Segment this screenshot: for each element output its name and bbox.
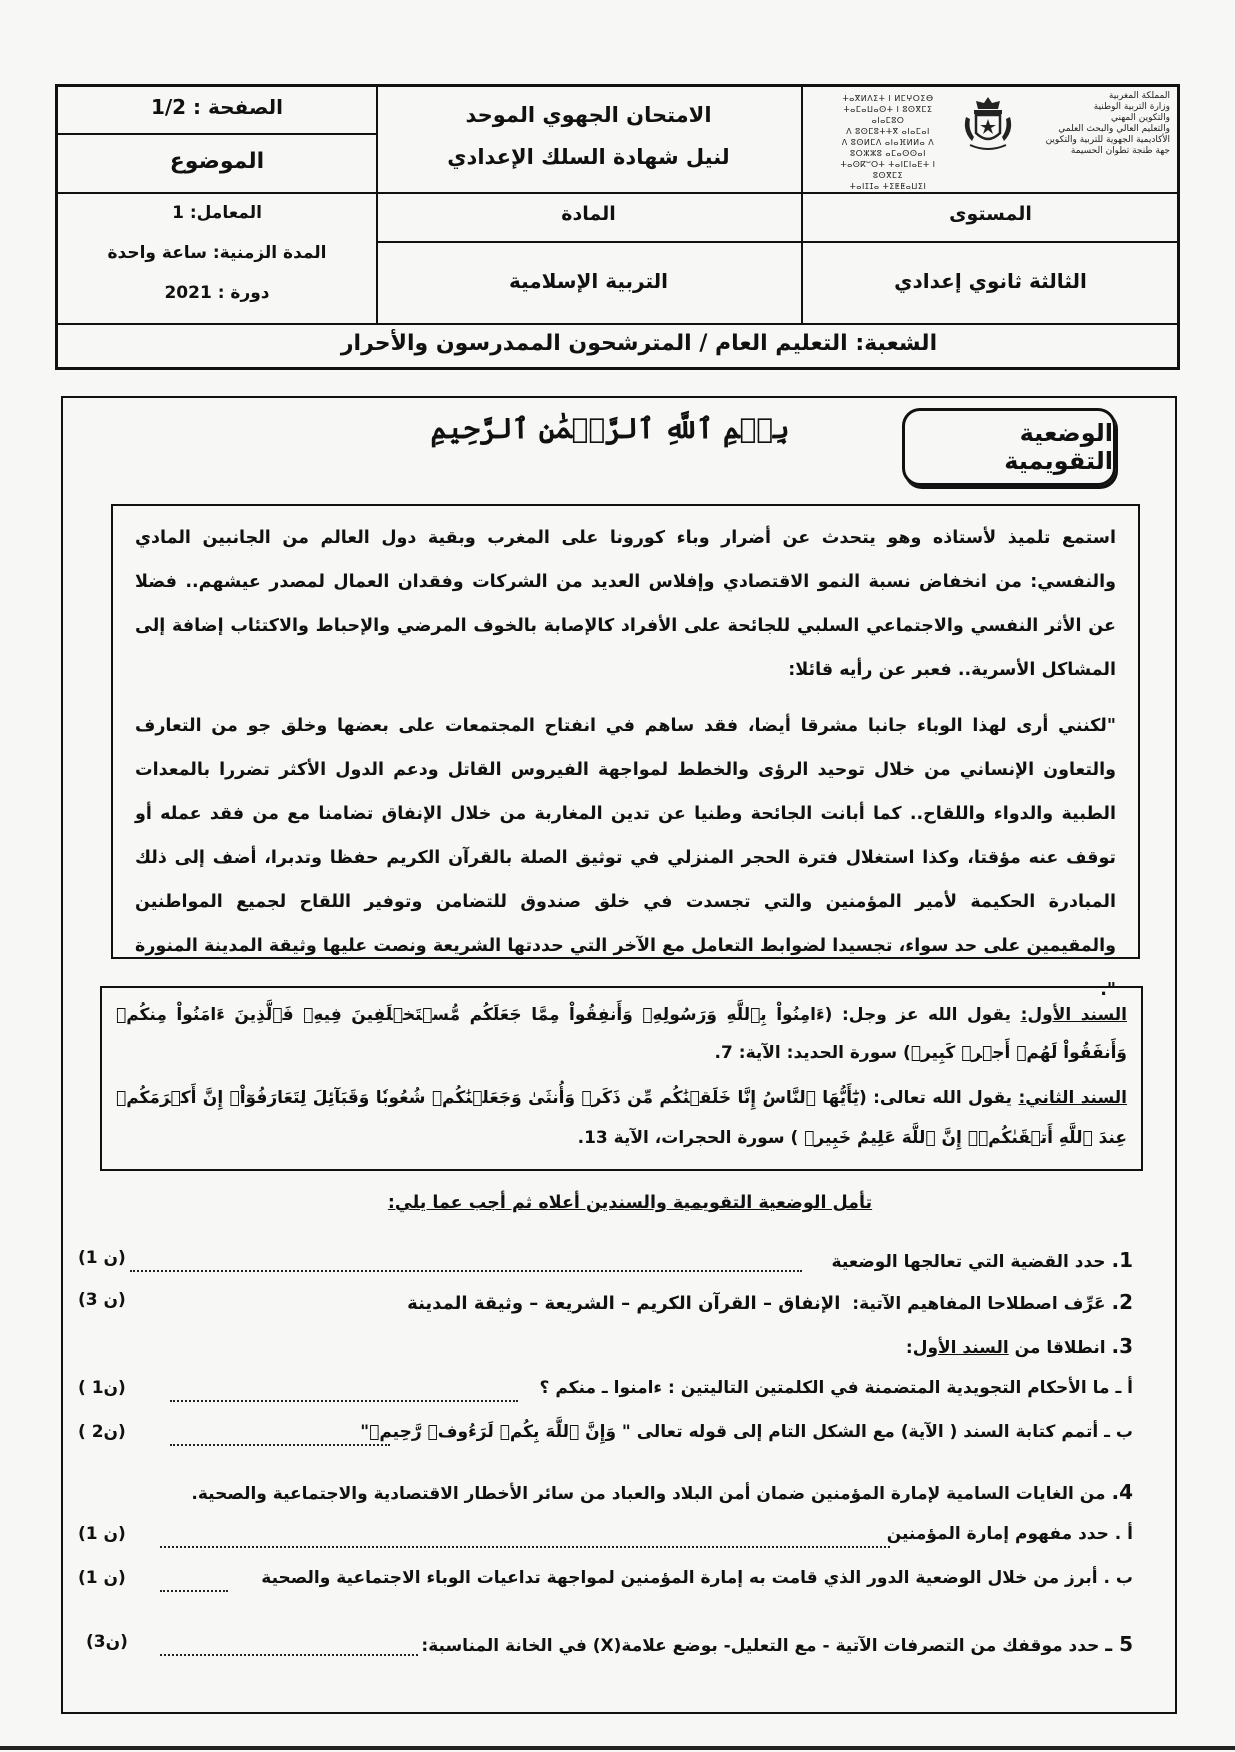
situation-paragraph-2: "لكنني أرى لهذا الوباء جانبا مشرقا أيضا، فقد ساهم في انفتاح المجتمعات على بعضها وخلق جو من التعارف والتعاون الإنساني من خلال توحيد الرؤى والخطط لمواجهة الفيروس القاتل ودعم الدول الأكثر تضررا بالمعدات الطبية والدواء واللقاح.. كما أبانت الجائحة وطنيا عن تدين المغاربة من خلال الإنفاق تضامنا مع من فقد عمله أو توقف عنه مؤقتا، وكذا استغلال فترة الحجر المنزلي في توثيق الصلة بالقرآن الكريم حفظا وتدبرا، أضف إلى ذلك المبادرة الحكيمة لأمير المؤمنين والتي تجسدت في خلق صندوق للتضامن وتوفير اللقاح لجميع المواطنين والمقيمين على حد سواء، تجسيدا لضوابط التعامل مع الآخر التي حددتها الشريعة ونصت عليها وثيقة المدينة المنورة ". (135, 716, 1116, 1000)
score: ( 2ن) (78, 1422, 126, 1442)
question-reference: السند الأول (912, 1338, 1009, 1358)
duration: المدة الزمنية: ساعة واحدة (107, 243, 327, 263)
header-divider (58, 192, 1180, 194)
sanad-2-text: يقول الله تعالى: (يَٰٓأَيُّهَا ٱلنَّاسُ إِنَّا خَلَقۡنَٰكُم مِّن ذَكَرٖ وَأُنثَىٰ وَجَعَلۡنَٰكُمۡ شُعُوبٗا وَقَبَآئِلَ لِتَعَارَفُوٓاْۚ إِنَّ أَكۡرَمَكُمۡ عِندَ ٱللَّهِ أَتۡقَىٰكُمۡۚ إِنَّ ٱللَّهَ عَلِيمٌ خَبِيرٞ ) سورة الحجرات، الآية 13. (116, 1088, 1127, 1148)
question-4 (191, 1480, 1133, 1504)
score: (3 ن) (78, 1290, 126, 1310)
sanad-2 (116, 1078, 1127, 1158)
question-text: ب ـ أتمم كتابة السند ( الآية) مع الشكل التام إلى قوله تعالى " وَإِنَّ ٱللَّهَ بِكُمۡ لَرَءُوفٞ رَّحِيمٞ" (360, 1422, 1133, 1442)
question-text: من الغايات السامية لإمارة المؤمنين ضمان أمن البلاد والعباد من سائر الأخطار الاقتصادية والاجتماعية والصحية. (191, 1484, 1106, 1504)
scan-edge (0, 1746, 1235, 1750)
question-3: 3. انطلاقا من السند الأول: (905, 1334, 1133, 1358)
score: (1 ن) (78, 1568, 126, 1588)
level-name: الثالثة ثانوي إعدادي (894, 269, 1087, 293)
basmala: بِسۡمِ ٱللَّهِ ٱلرَّحۡمَٰنِ ٱلرَّحِيمِ (430, 412, 790, 445)
score: ( 1ن) (78, 1378, 126, 1398)
answer-line[interactable] (160, 1546, 890, 1548)
branch: الشعبة: التعليم العام / المترشحون الممدرسون والأحرار (340, 331, 938, 356)
sanad-1-text: يقول الله عز وجل: (ءَامِنُواْ بِٱللَّهِ وَرَسُولِهِۦ وَأَنفِقُواْ مِمَّا جَعَلَكُم مُّسۡتَخۡلَفِينَ فِيهِۖ فَٱلَّذِينَ ءَامَنُواْ مِنكُمۡ وَأَنفَقُواْ لَهُمۡ أَجۡرٞ كَبِيرٞ) سورة الحديد: الآية: 7. (116, 1005, 1127, 1063)
question-5 (421, 1632, 1133, 1656)
answer-line[interactable] (160, 1590, 228, 1592)
question-number: 2. (1111, 1290, 1133, 1314)
situation-title: الوضعية التقويمية (1004, 419, 1113, 475)
question-2 (407, 1290, 1133, 1314)
answer-line[interactable] (170, 1400, 518, 1402)
question-number: 1. (1111, 1248, 1133, 1272)
coefficient: المعامل: 1 (172, 203, 262, 223)
header-divider (376, 241, 1180, 243)
question-4b (261, 1568, 1133, 1588)
exam-title: الامتحان الجهوي الموحد (465, 103, 712, 127)
question-number: 3. (1111, 1334, 1133, 1358)
session: دورة : 2021 (164, 283, 270, 303)
instruction: تأمل الوضعية التقويمية والسندين أعلاه ثم أجب عما يلي: (387, 1193, 873, 1213)
header-divider (58, 133, 376, 135)
answer-line[interactable] (130, 1270, 802, 1272)
answer-line[interactable] (160, 1654, 418, 1656)
question-number: 4. (1111, 1480, 1133, 1504)
sanad-2-label: السند الثاني: (1018, 1088, 1128, 1108)
question-text: أ . حدد مفهوم إمارة المؤمنين (886, 1524, 1133, 1544)
subject-name: التربية الإسلامية (508, 269, 668, 293)
situation-paragraph-1: استمع تلميذ لأستاذه وهو يتحدث عن أضرار وباء كورونا على المغرب وبقية دول العالم من الجانبين المادي والنفسي: من انخفاض نسبة النمو الاقتصادي وإفلاس العديد من الشركات وفقدان العمال لمصدر عيشهم.. فضلا عن الأثر النفسي والاجتماعي السلبي للجائحة على الأفراد كالإصابة بالخوف المرضي والإحباط والاكتئاب إضافة إلى المشاكل الأسرية.. فعبر عن رأيه قائلا: (135, 528, 1116, 680)
situation-title-box (902, 408, 1116, 486)
answer-line[interactable] (170, 1444, 390, 1446)
question-3b (360, 1422, 1133, 1442)
question-text: أ ـ ما الأحكام التجويدية المتضمنة في الكلمتين التاليتين : ءامنوا ـ منكم ؟ (539, 1378, 1133, 1398)
question-text: ب . أبرز من خلال الوضعية الدور الذي قامت به إمارة المؤمنين لمواجهة تداعيات الوباء الاجتماعية والصحية (261, 1568, 1133, 1588)
subject-label: الموضوع (169, 149, 265, 174)
header-divider (58, 323, 1180, 325)
question-terms: الإنفاق – القرآن الكريم – الشريعة – وثيقة المدينة (407, 1293, 841, 1314)
score: (1 ن) (78, 1524, 126, 1544)
sanad-box (100, 986, 1143, 1171)
page-number: الصفحة : 1/2 (150, 95, 284, 119)
score: (1 ن) (78, 1248, 126, 1268)
question-text: عَرِّف اصطلاحا المفاهيم الآتية: (852, 1294, 1106, 1314)
question-1 (832, 1248, 1133, 1272)
exam-subtitle: لنيل شهادة السلك الإعدادي (447, 145, 730, 169)
level-column-title: المستوى (949, 203, 1032, 225)
situation-text-box (111, 504, 1140, 1000)
exam-header-table (55, 84, 1180, 370)
question-text: انطلاقا من (1014, 1338, 1106, 1358)
morocco-coat-of-arms-icon (960, 93, 1016, 155)
question-number: 5 ـ (1105, 1632, 1133, 1656)
ministry-name-arabic: المملكة المغربية وزارة التربية الوطنية والتكوين المهني والتعليم العالي والبحث العلمي الأكاديمية الجهوية للتربية والتكوين جهة طنجة تطوان الحسيمة (1045, 91, 1170, 156)
question-text: حدد القضية التي تعالجها الوضعية (831, 1252, 1106, 1272)
question-4a (887, 1524, 1133, 1544)
sanad-1-label: السند الأول: (1020, 1005, 1127, 1025)
score: (3ن) (86, 1632, 128, 1652)
question-text: حدد موقفك من التصرفات الآتية - مع التعليل- بوضع علامة(X) في الخانة المناسبة: (421, 1636, 1100, 1656)
sanad-1 (116, 996, 1127, 1072)
subject-column-title: المادة (561, 203, 616, 225)
ministry-name-tifinagh: ⵜⴰⴳⵍⴷⵉⵜ ⵏ ⵍⵎⵖⵔⵉⴱ ⵜⴰⵎⴰⵡⴰⵙⵜ ⵏ ⵓⵙⴳⵎⵉ ⴰⵏⴰⵎⵓⵔ ⴷ ⵓⵙⵎⵓⵜⵜⴳ ⴰⵏⴰⵎⴰⵏ ⴷ ⵓⵙⵍⵎⴷ ⴰⵏⴰⴼⵍⵍⴰ ⴷ ⵓⵔⵣⵣⵓ ⴰⵎⴰⵙⵙⴰⵏ ⵜⴰⵙⴽⵯⵔⵜ ⵜⴰⵏⵎⵏⴰⴹⵜ ⵏ ⵓⵙⴳⵎⵉ ⵜⴰⵏⵊⵊⴰ ⵜⵉⵟⵟⴰⵡⵉⵏ (840, 94, 936, 191)
question-3a (540, 1378, 1133, 1398)
